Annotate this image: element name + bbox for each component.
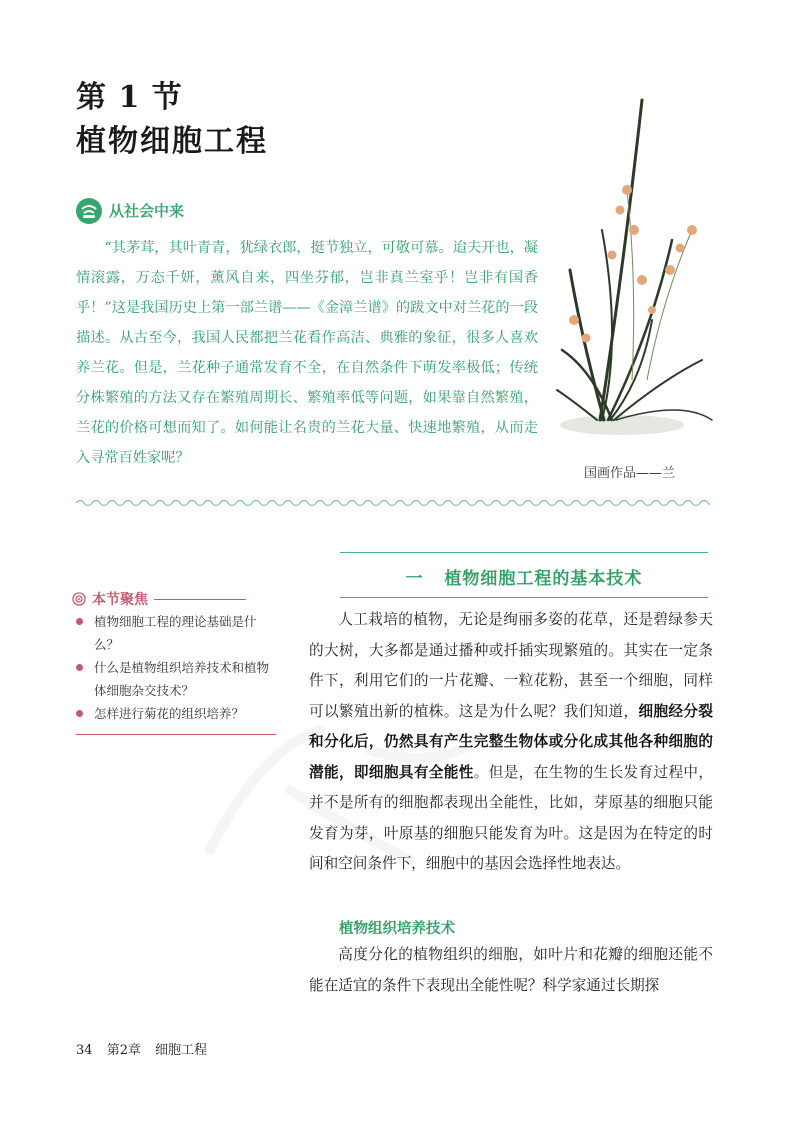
bullet-icon (76, 618, 83, 625)
footer-chapter-title: 细胞工程 (155, 1043, 208, 1058)
section-number: 第 1 节 (76, 80, 183, 115)
focus-item: 怎样进行菊花的组织培养？ (76, 702, 276, 725)
focus-item: 植物细胞工程的理论基础是什么？ (76, 610, 276, 656)
bullet-icon (76, 664, 83, 671)
wavy-divider (76, 496, 710, 510)
section-heading-number: 一 (405, 569, 424, 589)
page-title: 植物细胞工程 (76, 124, 268, 159)
page-number: 34 (76, 1043, 93, 1058)
section-heading-title: 植物细胞工程的基本技术 (444, 569, 643, 589)
society-icon (76, 198, 102, 224)
target-icon (72, 592, 86, 606)
key-concept: 细胞经分裂和分化后，仍然具有产生完整生物体或分化成其他各种细胞的潜能，即细胞具有全能性 (309, 702, 713, 781)
society-text: “其茅茸，其叶青青，犹绿衣郎，挺节独立，可敬可慕。迨夫开也，凝情滚露，万态千妍，薰风自来，四坐芬郁，岂非真兰室乎！岂非有国香乎！”这是我国历史上第一部兰谱——《金漳兰谱》的跋文中对兰花的一段描述。从古至今，我国人民都把兰花看作高洁、典雅的象征，很多人喜欢养兰花。但是，兰花种子通常发育不全，在自然条件下萌发率极低；传统分株繁殖的方法又存在繁殖周期长、繁殖率低等问题，如果靠自然繁殖，兰花的价格可想而知了。如何能让名贵的兰花大量、快速地繁殖，从而走入寻常百姓家呢？ (76, 240, 538, 466)
body-paragraph-2: 高度分化的植物组织的细胞，如叶片和花瓣的细胞还能不能在适宜的条件下表现出全能性呢？科学家通过长期探 (309, 946, 713, 994)
footer-chapter: 第2章 (106, 1043, 141, 1058)
focus-rule (154, 599, 246, 600)
orchid-painting (552, 80, 722, 450)
section-heading (340, 564, 708, 589)
page-footer (76, 1039, 217, 1058)
bullet-icon (76, 710, 83, 717)
focus-item: 什么是植物组织培养技术和植物体细胞杂交技术？ (76, 656, 276, 702)
focus-list (76, 610, 276, 725)
heading-rule-top (340, 552, 708, 553)
subheading-tissue-culture: 植物组织培养技术 (339, 921, 455, 937)
body-paragraph-1: 人工栽培的植物，无论是绚丽多姿的花草，还是碧绿参天的大树，大多都是通过播种或扦插实现繁殖的。其实在一定条件下，利用它们的一片花瓣、一粒花粉，甚至一个细胞，同样可以繁殖出新的植株。这是为什么呢？我们知道，细胞经分裂和分化后，仍然具有产生完整生物体或分化成其他各种细胞的潜能，即细胞具有全能性。但是，在生物的生长发育过程中，并不是所有的细胞都表现出全能性，比如，芽原基的细胞只能发育为芽，叶原基的细胞只能发育为叶。这是因为在特定的时间和空间条件下，细胞中的基因会选择性地表达。 (309, 611, 713, 872)
focus-header (72, 589, 246, 609)
heading-rule-bottom (340, 597, 708, 598)
figure-caption: 国画作品——兰 (584, 466, 676, 481)
society-label: 从社会中来 (109, 202, 185, 220)
focus-title: 本节聚焦 (92, 592, 148, 608)
